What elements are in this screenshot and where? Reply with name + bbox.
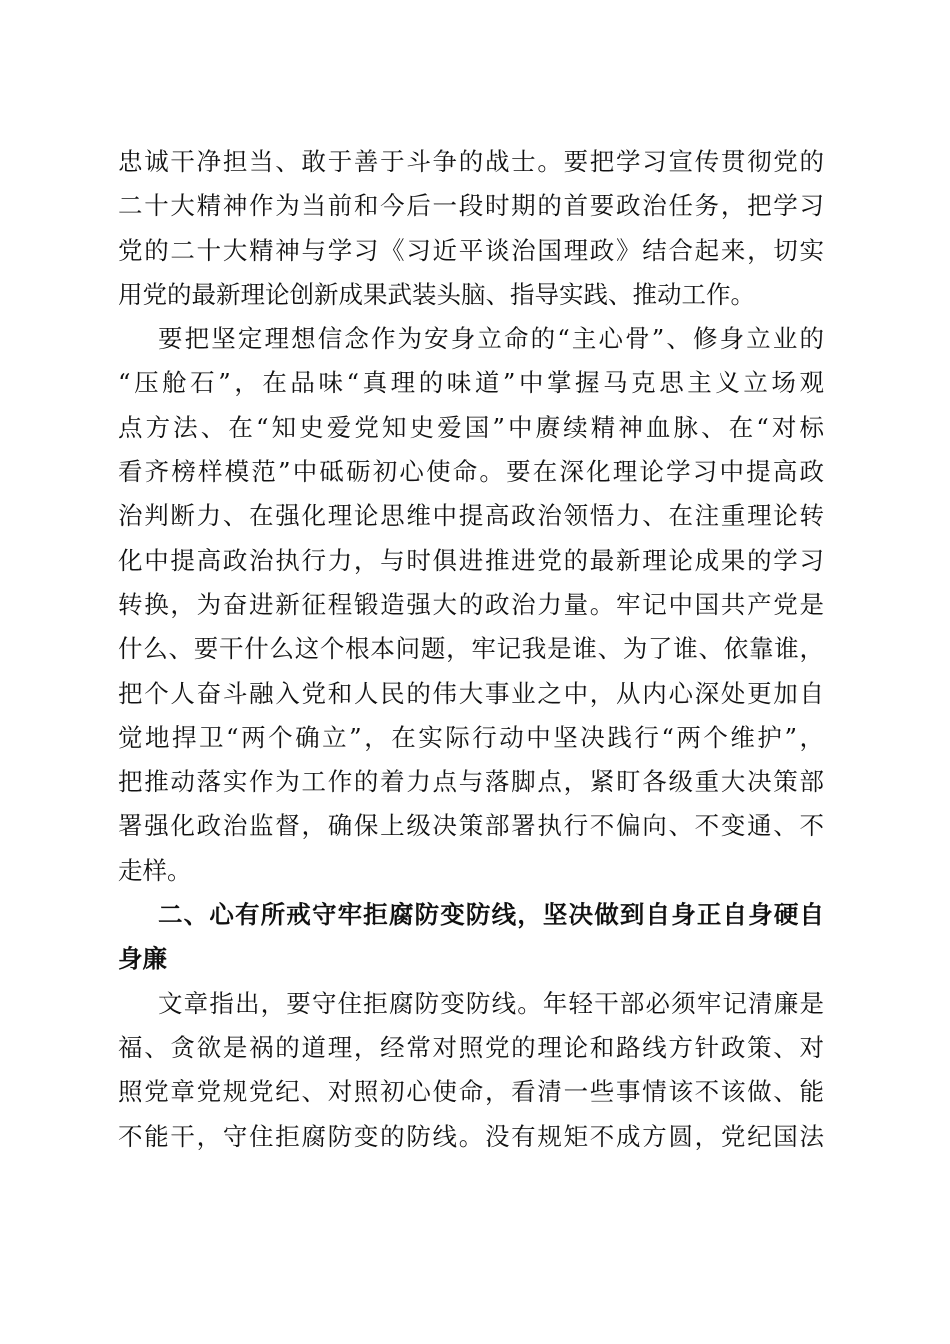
paragraph-ideals (118, 317, 824, 893)
text-line: 不能干，守住拒腐防变的防线。没有规矩不成方圆，党纪国法 (118, 1121, 824, 1151)
section-heading (118, 893, 824, 982)
text-line: 治判断力、在强化理论思维中提高政治领悟力、在注重理论转 (118, 501, 824, 531)
paragraph-continuation (118, 140, 824, 317)
heading-line: 身廉 (118, 944, 167, 974)
text-line: 二十大精神作为当前和今后一段时期的首要政治任务，把学习 (118, 191, 824, 221)
document-body (118, 140, 824, 1159)
text-line: 福、贪欲是祸的道理，经常对照党的理论和路线方针政策、对 (118, 1032, 824, 1062)
heading-line: 二、心有所戒守牢拒腐防变防线，坚决做到自身正自身硬自 (158, 900, 824, 930)
text-line: 忠诚干净担当、敢于善于斗争的战士。要把学习宣传贯彻党的 (118, 147, 824, 176)
text-line: 化中提高政治执行力，与时俱进推进党的最新理论成果的学习 (118, 545, 824, 575)
text-line: “压舱石”，在品味“真理的味道”中掌握马克思主义立场观 (118, 368, 824, 398)
text-line: 文章指出，要守住拒腐防变防线。年轻干部必须牢记清廉是 (158, 988, 824, 1018)
paragraph-integrity (118, 982, 824, 1159)
text-line: 把个人奋斗融入党和人民的伟大事业之中，从内心深处更加自 (118, 678, 824, 708)
text-line: 走样。 (118, 855, 192, 885)
text-line: 点方法、在“知史爱党知史爱国”中赓续精神血脉、在“对标 (118, 412, 824, 442)
text-line: 把推动落实作为工作的着力点与落脚点，紧盯各级重大决策部 (118, 767, 824, 797)
text-line: 要把坚定理想信念作为安身立命的“主心骨”、修身立业的 (158, 324, 824, 354)
text-line: 看齐榜样模范”中砥砺初心使命。要在深化理论学习中提高政 (118, 457, 824, 487)
text-line: 觉地捍卫“两个确立”，在实际行动中坚决践行“两个维护”， (118, 722, 824, 752)
text-line: 照党章党规党纪、对照初心使命，看清一些事情该不该做、能 (118, 1077, 824, 1107)
text-line: 什么、要干什么这个根本问题，牢记我是谁、为了谁、依靠谁， (118, 634, 824, 664)
text-line: 党的二十大精神与学习《习近平谈治国理政》结合起来，切实 (118, 235, 824, 265)
text-line: 转换，为奋进新征程锻造强大的政治力量。牢记中国共产党是 (118, 589, 824, 619)
text-line: 用党的最新理论创新成果武装头脑、指导实践、推动工作。 (118, 279, 755, 309)
text-line: 署强化政治监督，确保上级决策部署执行不偏向、不变通、不 (118, 811, 824, 841)
